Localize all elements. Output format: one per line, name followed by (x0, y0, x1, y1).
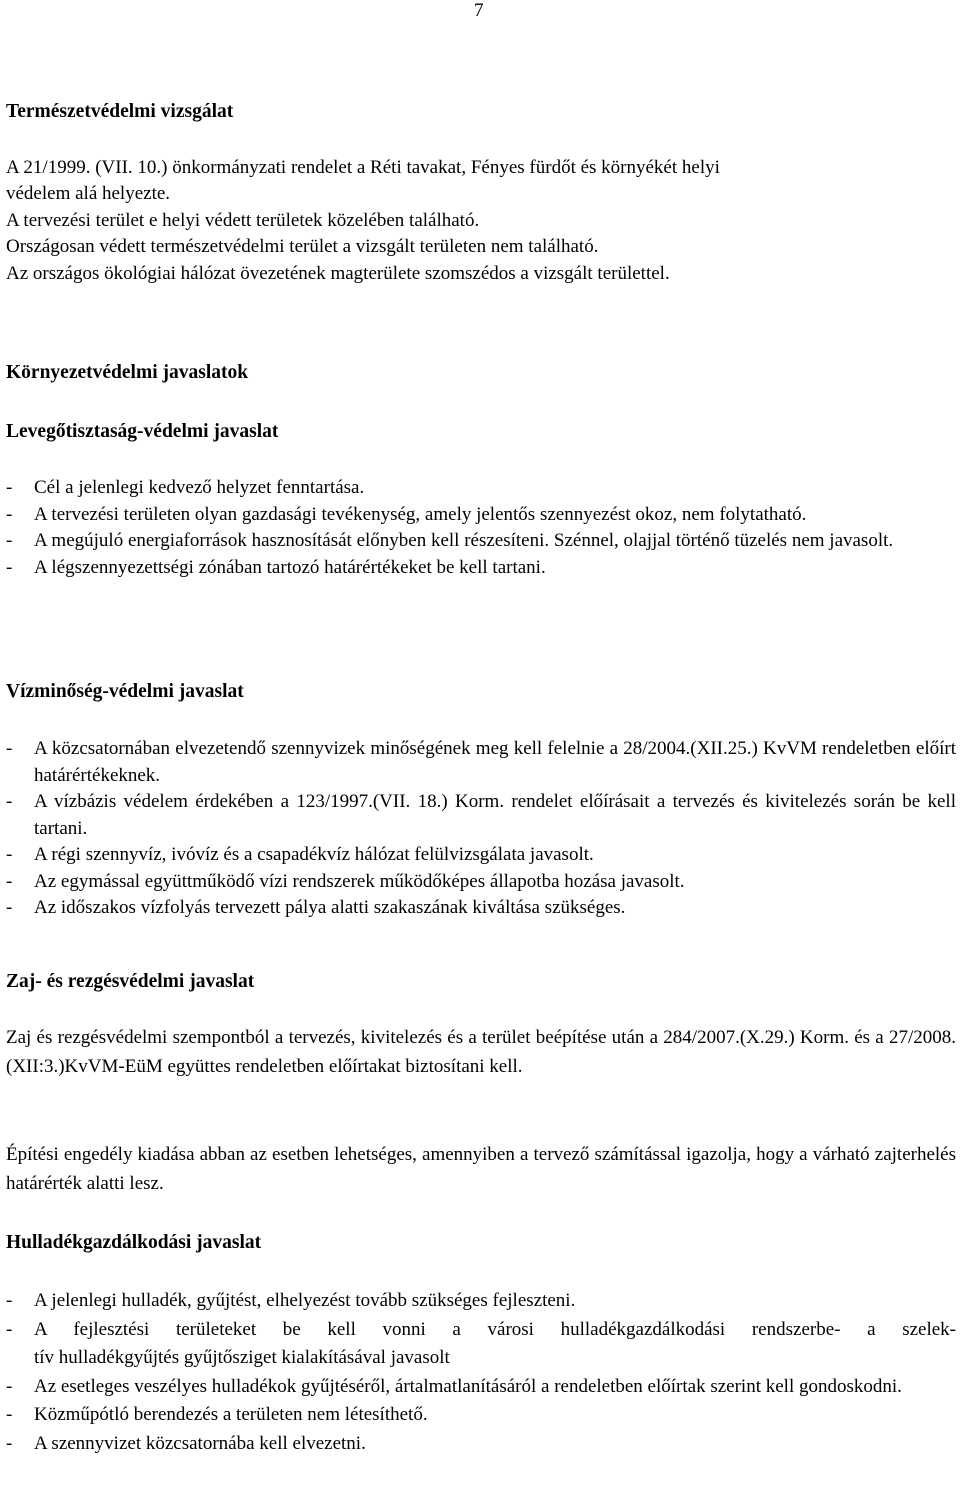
page-number: 7 (474, 0, 484, 21)
heading-environmental-proposals: Környezetvédelmi javaslatok (6, 362, 249, 383)
list-item: - A jelenlegi hulladék, gyűjtést, elhelyezést tovább szükséges fejleszteni. (6, 1287, 956, 1316)
list-item: - A megújuló energiaforrások hasznosítását előnyben kell részesíteni. Szénnel, olajjal történő tüzelés nem javasolt. (6, 528, 956, 555)
noise-paragraph-2: Építési engedély kiadása abban az esetben lehetséges, amennyiben a tervező számítással igazolja, hogy a várható zajterhelés határérték alatti lesz. (6, 1144, 956, 1194)
list-item: - A vízbázis védelem érdekében a 123/1997.(VII. 18.) Korm. rendelet előírásait a tervezés és kivitelezés során be kell tartani. (6, 789, 956, 842)
list-item-continuation: tív hulladékgyűjtés gyűjtősziget kialakításával javasolt (34, 1347, 450, 1368)
list-item: - A fejlesztési területeket be kell vonni a városi hulladékgazdálkodási rendszerbe- a szelek- (6, 1316, 956, 1345)
heading-nature-protection: Természetvédelmi vizsgálat (6, 101, 234, 122)
heading-water-quality: Vízminőség-védelmi javaslat (6, 681, 244, 702)
heading-noise-vibration: Zaj- és rezgésvédelmi javaslat (6, 971, 255, 992)
list-item: - A régi szennyvíz, ivóvíz és a csapadékvíz hálózat felülvizsgálata javasolt. (6, 842, 956, 869)
list-item: - A tervezési területen olyan gazdasági tevékenység, amely jelentős szennyezést okoz, nem folytatható. (6, 502, 956, 529)
nature-line-1: A 21/1999. (VII. 10.) önkormányzati rendelet a Réti tavakat, Fényes fürdőt és környékét helyi (6, 157, 720, 178)
list-item: - Közműpótló berendezés a területen nem létesíthető. (6, 1401, 956, 1430)
list-item: - Az időszakos vízfolyás tervezett pálya alatti szakaszának kiváltása szükséges. (6, 895, 956, 922)
nature-line-2: védelem alá helyezte. (6, 183, 171, 204)
list-item: - A közcsatornában elvezetendő szennyvizek minőségének meg kell felelnie a 28/2004.(XII.25.) KvVM rendeletben előírt határértékeknek. (6, 736, 956, 789)
list-item: - Az egymással együttműködő vízi rendszerek működőképes állapotba hozása javasolt. (6, 869, 956, 896)
list-item: - Az esetleges veszélyes hulladékok gyűjtéséről, ártalmatlanításáról a rendeletben előírtak szerint kell gondoskodni. (6, 1373, 956, 1402)
nature-line-3: A tervezési terület e helyi védett területek közelében található. (6, 210, 480, 231)
noise-paragraph-1: Zaj és rezgésvédelmi szempontból a tervezés, kivitelezés és a terület beépítése után a 284/2007.(X.29.) Korm. és a 27/2008.(XII:3.)KvVM-EüM együttes rendeletben előírtakat biztosítani kell. (6, 1027, 956, 1077)
nature-line-5: Az országos ökológiai hálózat övezetének magterülete szomszédos a vizsgált területtel. (6, 263, 670, 284)
waste-proposal-list (6, 1287, 956, 1458)
list-item: - A szennyvizet közcsatornába kell elvezetni. (6, 1430, 956, 1459)
heading-waste-management: Hulladékgazdálkodási javaslat (6, 1232, 262, 1253)
water-proposal-list (6, 736, 956, 922)
heading-air-quality: Levegőtisztaság-védelmi javaslat (6, 421, 279, 442)
air-proposal-list (6, 475, 956, 581)
list-item: - Cél a jelenlegi kedvező helyzet fenntartása. (6, 475, 956, 502)
nature-line-4: Országosan védett természetvédelmi terület a vizsgált területen nem található. (6, 236, 599, 257)
list-item: - A légszennyezettségi zónában tartozó határértékeket be kell tartani. (6, 555, 956, 582)
